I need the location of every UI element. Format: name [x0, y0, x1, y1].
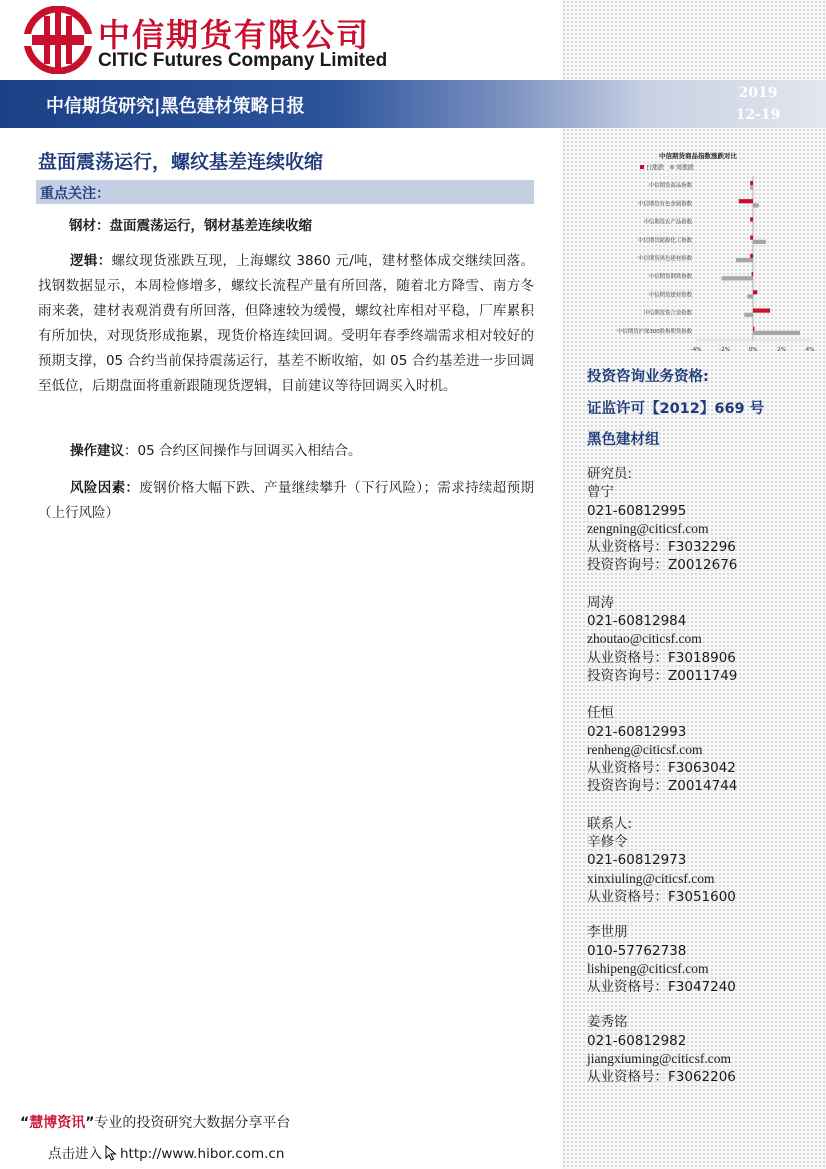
steel-label: 钢材： [69, 218, 110, 234]
contact-label: 联系人: [587, 815, 633, 832]
x-tick-label: 0% [748, 347, 758, 353]
index-change-chart-svg [578, 148, 818, 360]
researcher-card [587, 594, 817, 685]
x-tick-label: -2% [719, 347, 730, 353]
footer-link[interactable] [48, 1142, 284, 1162]
researcher-card [587, 483, 817, 574]
team-name: 黑色建材组 [587, 432, 660, 448]
company-logo [24, 6, 404, 76]
category-label: 中信期货黑色建材指数 [638, 256, 692, 262]
bar [753, 222, 754, 226]
researcher-email[interactable]: zhoutao@citicsf.com [587, 631, 702, 647]
index-change-chart [578, 148, 818, 360]
cursor-icon [104, 1145, 118, 1161]
category-label: 中信期货有色金属指数 [638, 201, 692, 208]
steel-summary [38, 214, 534, 239]
contacts-list [587, 465, 817, 1087]
report-title: 盘面震荡运行，螺纹基差连续收缩 [38, 151, 324, 173]
contact-email[interactable]: lishipeng@citicsf.com [587, 960, 709, 976]
advice-text: ：05 合约区间操作与回调买入相结合。 [124, 443, 362, 459]
category-label: 中信期货能源化工指数 [638, 237, 692, 244]
footer-brand: 慧博资讯 [29, 1115, 86, 1131]
researcher-label: 研究员: [587, 466, 633, 482]
company-name-en: CITIC Futures Company Limited [98, 50, 388, 71]
report-date-monthday: 12-19 [735, 107, 781, 123]
contact-name: 李世朋 [587, 924, 628, 941]
footer-slogan-text: 专业的投资研究大数据分享平台 [94, 1115, 291, 1131]
bar [752, 272, 753, 276]
advice-paragraph [38, 439, 534, 464]
bar [753, 290, 757, 294]
contact-practice-number: 从业资格号：F3062206 [587, 1069, 736, 1086]
bar [753, 308, 770, 312]
category-label: 中信期货建材指数 [648, 292, 692, 299]
x-tick-label: 2% [777, 347, 786, 353]
logic-paragraph [38, 249, 534, 399]
license-number: 证监许可【2012】669 号 [587, 401, 765, 417]
footer-slogan [20, 1112, 290, 1132]
chart-title: 中信期货商品指数涨跌对比 [659, 152, 737, 160]
category-label: 中信期货农产品指数 [643, 219, 692, 226]
contact-card [587, 833, 817, 906]
contact-card [587, 923, 817, 996]
company-name-cn: 中信期货有限公司 [98, 16, 371, 54]
bar [739, 199, 753, 203]
researcher-consult-number: 投资咨询号：Z0012676 [587, 557, 738, 574]
legend-swatch [640, 165, 644, 169]
footer-quote-close: ” [85, 1115, 95, 1131]
researcher-practice-number: 从业资格号：F3063042 [587, 760, 736, 777]
bar [744, 313, 753, 317]
logic-label: 逻辑： [70, 253, 112, 269]
logic-text: 螺纹现货涨跌互现，上海螺纹 3860 元/吨，建材整体成交继续回落。找钢数据显示，本周检修增多，螺纹长流程产量有所回落，随着北方降雪、南方冬雨来袭，建材表观消费有所回落，但降速较为缓慢，螺纹社库相对平稳，厂库累积有所加快，对现货形成拖累，现货价格连续回调。受明年春季终端需求相对较好的预期支撑，05 合约当前保持震荡运行，基差不断收缩，如 05 合约基差进一步回调至低位，后期盘面将重新跟随现货逻辑，目前建议等待回调买入时机。 [38, 253, 534, 394]
risk-text: 废钢价格大幅下跌、产量继续攀升（下行风险）；需求持续超预期（上行风险） [38, 480, 535, 521]
footer-url[interactable]: http://www.hibor.com.cn [120, 1146, 285, 1162]
category-label: 中信期货商品指数 [648, 183, 692, 190]
bar [753, 331, 800, 335]
contact-card [587, 1013, 817, 1086]
report-date [728, 82, 788, 126]
legend-label: 周涨跌 [676, 164, 695, 172]
bar [750, 254, 753, 258]
bar [747, 294, 753, 298]
contact-phone: 021-60812982 [587, 1032, 687, 1049]
legend-swatch [670, 165, 674, 169]
advice-label: 操作建议 [70, 443, 124, 459]
qualification-title: 投资咨询业务资格: [587, 369, 709, 385]
bar [753, 327, 754, 331]
report-series-title: 中信期货研究|黑色建材策略日报 [46, 96, 305, 117]
contact-name: 辛修令 [587, 834, 628, 851]
bar [722, 276, 753, 280]
contact-practice-number: 从业资格号：F3047240 [587, 979, 736, 996]
focus-bar [36, 180, 534, 204]
x-tick-label: -4% [690, 347, 702, 353]
researcher-phone: 021-60812993 [587, 723, 687, 740]
contact-practice-number: 从业资格号：F3051600 [587, 888, 736, 905]
researcher-name: 周涛 [587, 594, 614, 611]
footer-enter-label: 点击进入 [48, 1146, 102, 1162]
bar [736, 258, 753, 262]
legend-label: 日涨跌 [646, 164, 665, 172]
researcher-phone: 021-60812995 [587, 502, 687, 519]
contact-email[interactable]: jiangxiuming@citicsf.com [587, 1051, 732, 1067]
researcher-consult-number: 投资咨询号：Z0011749 [587, 667, 738, 684]
citic-logo-icon [24, 6, 92, 74]
x-tick-label: 4% [805, 347, 815, 353]
report-date-year: 2019 [738, 85, 778, 101]
contact-name: 姜秀铭 [587, 1014, 628, 1031]
category-label: 中信期货铁合金指数 [643, 310, 692, 317]
risk-label: 风险因素： [70, 480, 140, 496]
researcher-practice-number: 从业资格号：F3032296 [587, 539, 736, 556]
category-label: 中信期货钢铁指数 [648, 274, 692, 281]
steel-text: 盘面震荡运行，钢材基差连续收缩 [109, 218, 312, 234]
contact-email[interactable]: xinxiuling@citicsf.com [587, 870, 715, 886]
researcher-practice-number: 从业资格号：F3018906 [587, 649, 736, 666]
risk-paragraph [38, 476, 534, 526]
bar [750, 217, 753, 221]
researcher-name: 曾宁 [587, 484, 614, 501]
researcher-name: 任恒 [587, 705, 614, 722]
focus-label: 重点关注： [40, 186, 110, 202]
bar [750, 181, 753, 185]
contact-phone: 021-60812973 [587, 852, 687, 869]
researcher-email[interactable]: zengning@citicsf.com [587, 520, 709, 536]
category-label: 中信期货沪深300股指期货指数 [617, 328, 692, 335]
researcher-email[interactable]: renheng@citicsf.com [587, 741, 703, 757]
bar [750, 185, 753, 189]
contact-phone: 010-57762738 [587, 942, 687, 959]
researcher-phone: 021-60812984 [587, 613, 687, 630]
bar [753, 203, 759, 207]
bar [753, 240, 766, 244]
bar [750, 236, 753, 240]
researcher-consult-number: 投资咨询号：Z0014744 [587, 778, 738, 795]
researcher-card [587, 704, 817, 795]
footer-quote-open: “ [20, 1115, 30, 1131]
